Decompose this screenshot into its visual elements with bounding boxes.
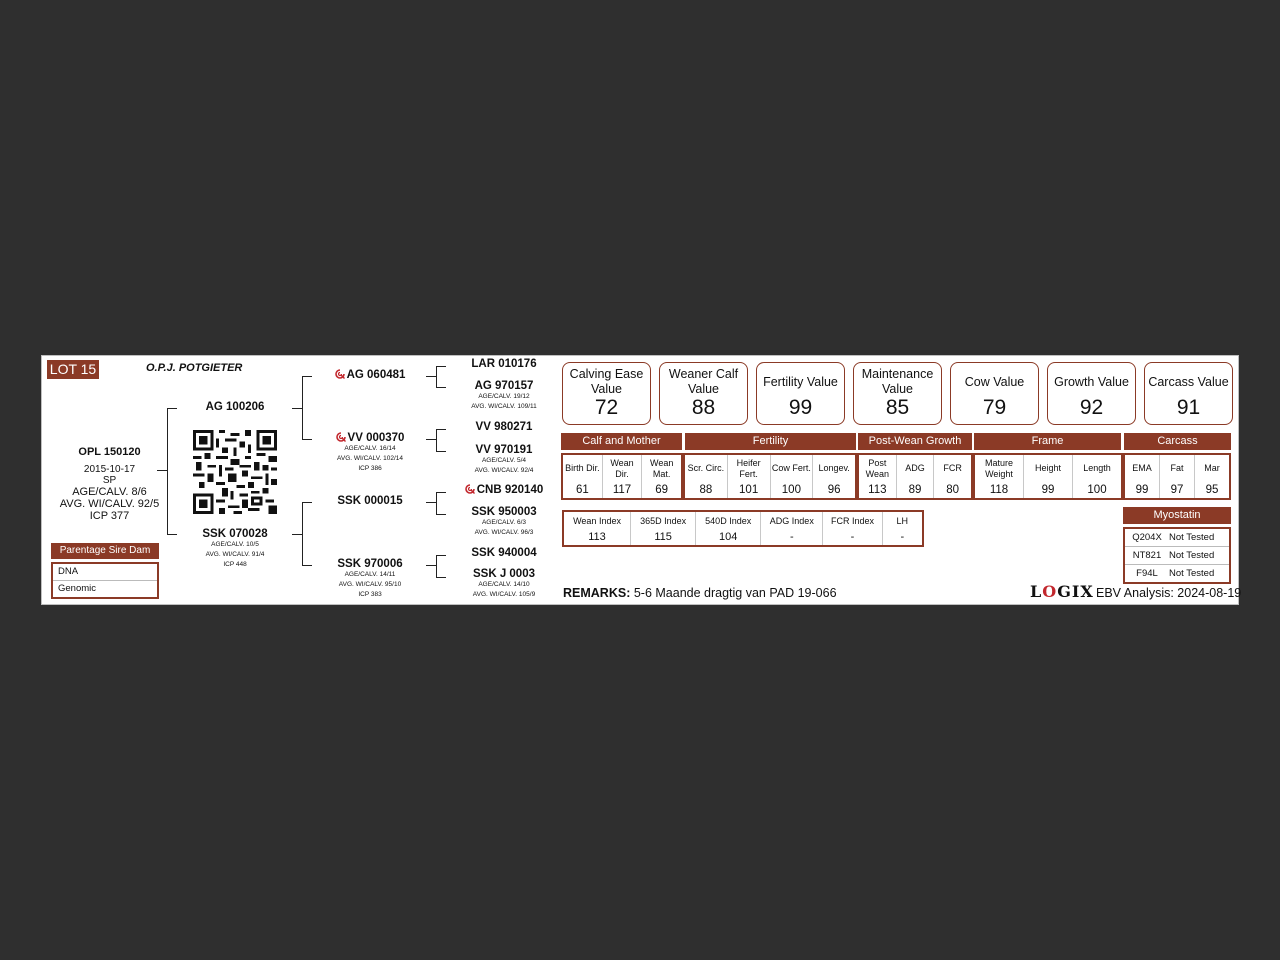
group-header-post-wean-growth: Post-Wean Growth: [858, 433, 972, 450]
trait-label: Scr. Circ.: [687, 463, 725, 473]
animal-birth-date: 2015-10-17: [83, 464, 136, 475]
animal-age-calv: AGE/CALV. 8/6: [72, 486, 147, 498]
dna-verified-icon: [335, 369, 345, 379]
trait-label: Length: [1083, 463, 1111, 473]
trait-label: Longev.: [818, 463, 850, 473]
trait-label: Height: [1034, 463, 1061, 473]
connector: [157, 470, 167, 471]
connector: [292, 534, 302, 535]
value-number: 92: [1079, 396, 1104, 419]
myostatin-row: [1125, 529, 1229, 546]
great-grandparent-id: VV 980271: [475, 421, 533, 433]
connector: [426, 502, 436, 503]
connector: [302, 439, 312, 440]
great-grandparent-6: [454, 506, 554, 538]
connector: [436, 555, 446, 556]
trait-value: 100: [781, 484, 801, 496]
index-value: -: [789, 531, 794, 543]
trait-label: Birth Dir.: [565, 463, 600, 473]
value-label: Calving Ease Value: [569, 367, 644, 396]
grandparent-icp: ICP 383: [358, 591, 382, 598]
index-value: 115: [654, 531, 672, 543]
value-number: 85: [885, 396, 910, 419]
great-grandparent-id: LAR 010176: [471, 358, 537, 370]
trait-label: ADG: [905, 463, 925, 473]
trait-value: 96: [827, 484, 841, 496]
great-grandparent-1: [454, 358, 554, 370]
gene-status: Not Tested: [1169, 568, 1215, 579]
trait-label: Post Wean: [865, 457, 890, 479]
great-grandparent-age-calv: AGE/CALV. 14/10: [478, 581, 530, 588]
grandparent-id: VV 000370: [347, 432, 405, 444]
grandparent-age-calv: AGE/CALV. 16/14: [344, 445, 396, 452]
grandparent-3: [320, 495, 420, 507]
connector: [167, 534, 177, 535]
great-grandparent-3: [454, 421, 554, 433]
ebv-analysis-date: EBV Analysis: 2024-08-19: [1096, 586, 1242, 600]
trait-value: 99: [1135, 484, 1149, 496]
grandparent-id: SSK 000015: [337, 495, 403, 507]
grandparent-avg-wi-calv: AVG. WI/CALV. 95/10: [338, 581, 402, 588]
index-label: 365D Index: [640, 516, 687, 526]
value-label: Maintenance Value: [861, 367, 934, 396]
animal-id: OPL 150120: [78, 446, 141, 458]
qr-code-icon[interactable]: [193, 430, 277, 514]
index-value: 104: [719, 531, 738, 543]
great-grandparent-7: [454, 547, 554, 559]
index-value: -: [900, 531, 905, 543]
connector: [436, 366, 446, 367]
connector: [302, 376, 303, 439]
trait-value: 95: [1205, 484, 1219, 496]
value-box-carcass: [1144, 362, 1233, 425]
trait-value: 89: [908, 484, 922, 496]
connector: [302, 565, 312, 566]
trait-value: 97: [1170, 484, 1184, 496]
dna-verified-icon: [336, 432, 346, 442]
logo-letter: O: [1042, 582, 1058, 601]
parentage-row-dna: DNA: [58, 566, 79, 577]
dam-avg-wi-calv: AVG. WI/CALV. 91/4: [205, 551, 265, 558]
value-label: Weaner Calf Value: [668, 367, 739, 396]
animal-icp: ICP 377: [89, 510, 130, 522]
trait-value: 101: [739, 484, 759, 496]
value-box-growth: [1047, 362, 1136, 425]
gene-status: Not Tested: [1169, 532, 1215, 543]
trait-value: 117: [612, 484, 632, 496]
group-calf-and-mother: [561, 453, 683, 500]
great-grandparent-8: [454, 568, 554, 600]
trait-label: Cow Fert.: [771, 463, 811, 473]
grandparent-4: [320, 558, 420, 600]
value-number: 79: [982, 396, 1007, 419]
great-grandparent-5: [454, 484, 554, 496]
value-number: 91: [1176, 396, 1201, 419]
trait-label: Wean Mat.: [650, 457, 674, 479]
trait-label: FCR: [943, 463, 962, 473]
logo-letter: GIX: [1057, 582, 1094, 601]
connector: [436, 492, 446, 493]
trait-value: 61: [575, 484, 589, 496]
lot-card: [41, 355, 1242, 605]
trait-label: EMA: [1132, 463, 1152, 473]
connector: [436, 451, 446, 452]
animal-breed: SP: [102, 475, 117, 486]
parentage-table: [51, 562, 159, 599]
great-grandparent-avg-wi-calv: AVG. WI/CALV. 96/3: [474, 529, 534, 536]
parentage-row-genomic: Genomic: [53, 580, 157, 597]
great-grandparent-avg-wi-calv: AVG. WI/CALV. 92/4: [474, 467, 534, 474]
great-grandparent-avg-wi-calv: AVG. WI/CALV. 105/9: [472, 591, 536, 598]
index-label: Wean Index: [573, 516, 621, 526]
great-grandparent-age-calv: AGE/CALV. 5/4: [481, 457, 527, 464]
group-frame: [973, 453, 1123, 500]
grandparent-1: [320, 369, 420, 381]
connector: [426, 376, 436, 377]
trait-label: Mature Weight: [984, 457, 1013, 479]
great-grandparent-id: CNB 920140: [476, 484, 544, 496]
index-value: 113: [588, 531, 606, 543]
grandparent-icp: ICP 386: [358, 465, 382, 472]
group-post-wean-growth: [857, 453, 973, 500]
great-grandparent-id: AG 970157: [474, 380, 534, 392]
gene-name: Q204X: [1132, 532, 1162, 543]
connector: [436, 429, 446, 430]
gene-status: Not Tested: [1169, 550, 1215, 561]
value-box-weaner-calf: [659, 362, 748, 425]
value-box-fertility: [756, 362, 845, 425]
value-label: Fertility Value: [763, 374, 838, 389]
group-fertility: [683, 453, 857, 500]
value-number: 88: [691, 396, 716, 419]
dna-verified-icon: [465, 484, 475, 494]
lot-label: LOT 15: [47, 360, 99, 379]
trait-value: 113: [868, 484, 887, 496]
connector: [302, 376, 312, 377]
index-label: LH: [896, 516, 909, 526]
logo-letter: L: [1030, 582, 1043, 601]
connector: [436, 514, 446, 515]
parentage-header: Parentage Sire Dam: [51, 543, 159, 559]
value-label: Carcass Value: [1148, 374, 1229, 389]
trait-value: 99: [1041, 484, 1055, 496]
dam-block: [185, 528, 285, 570]
gene-name: F94L: [1136, 568, 1158, 579]
trait-value: 118: [989, 484, 1009, 496]
gene-name: NT821: [1132, 550, 1162, 561]
great-grandparent-avg-wi-calv: AVG. WI/CALV. 109/11: [471, 403, 537, 410]
great-grandparent-id: SSK 950003: [471, 506, 537, 518]
great-grandparent-id: SSK J 0003: [472, 568, 535, 580]
value-box-maintenance: [853, 362, 942, 425]
value-number: 72: [594, 396, 619, 419]
connector: [426, 439, 436, 440]
owner-name: O.P.J. POTGIETER: [146, 362, 243, 374]
great-grandparent-age-calv: AGE/CALV. 6/3: [481, 519, 527, 526]
myostatin-table: [1123, 527, 1231, 584]
great-grandparent-4: [454, 444, 554, 476]
group-header-frame: Frame: [974, 433, 1121, 450]
sire-id: AG 100206: [205, 401, 265, 413]
grandparent-age-calv: AGE/CALV. 14/11: [344, 571, 396, 578]
myostatin-row: [1125, 546, 1229, 564]
connector: [302, 502, 312, 503]
trait-label: Wean Dir.: [610, 457, 634, 479]
great-grandparent-2: [454, 380, 554, 412]
value-number: 99: [788, 396, 813, 419]
index-value: -: [850, 531, 855, 543]
great-grandparent-id: SSK 940004: [471, 547, 537, 559]
value-box-calving-ease: [562, 362, 651, 425]
myostatin-header: Myostatin: [1123, 507, 1231, 524]
index-label: 540D Index: [705, 516, 752, 526]
value-box-cow: [950, 362, 1039, 425]
connector: [167, 408, 177, 409]
index-table: [562, 510, 924, 547]
grandparent-id: AG 060481: [346, 369, 406, 381]
grandparent-id: SSK 970006: [337, 558, 403, 570]
trait-label: Mar: [1204, 463, 1220, 473]
connector: [167, 408, 168, 535]
group-carcass: [1123, 453, 1231, 500]
animal-avg-wi-calv: AVG. WI/CALV. 92/5: [59, 498, 160, 510]
dam-icp: ICP 448: [223, 561, 247, 568]
great-grandparent-id: VV 970191: [475, 444, 533, 456]
dam-id: SSK 070028: [202, 528, 268, 540]
group-header-fertility: Fertility: [685, 433, 856, 450]
grandparent-avg-wi-calv: AVG. WI/CALV. 102/14: [337, 455, 403, 462]
great-grandparent-age-calv: AGE/CALV. 19/12: [478, 393, 530, 400]
connector: [436, 492, 437, 514]
connector: [436, 577, 446, 578]
grandparent-2: [320, 432, 420, 474]
trait-value: 80: [946, 484, 960, 496]
value-label: Cow Value: [964, 374, 1025, 389]
trait-value: 69: [655, 484, 669, 496]
connector: [436, 429, 437, 451]
animal-block: [52, 446, 167, 522]
dam-age-calv: AGE/CALV. 10/5: [211, 541, 259, 548]
trait-label: Fat: [1170, 463, 1184, 473]
group-header-carcass: Carcass: [1124, 433, 1231, 450]
index-label: ADG Index: [769, 516, 814, 526]
connector: [436, 387, 446, 388]
trait-value: 100: [1087, 484, 1107, 496]
remarks: [563, 586, 837, 600]
index-label: FCR Index: [830, 516, 874, 526]
remarks-label: REMARKS:: [563, 586, 631, 600]
connector: [292, 408, 302, 409]
myostatin-row: [1125, 564, 1229, 582]
trait-label: Heifer Fert.: [736, 457, 761, 479]
connector: [302, 502, 303, 565]
logix-logo: [1030, 582, 1094, 601]
remarks-text: 5-6 Maande dragtig van PAD 19-066: [633, 586, 837, 600]
connector: [436, 555, 437, 577]
value-label: Growth Value: [1054, 374, 1129, 389]
trait-value: 88: [699, 484, 713, 496]
connector: [436, 366, 437, 387]
group-header-calf-and-mother: Calf and Mother: [561, 433, 682, 450]
connector: [426, 565, 436, 566]
